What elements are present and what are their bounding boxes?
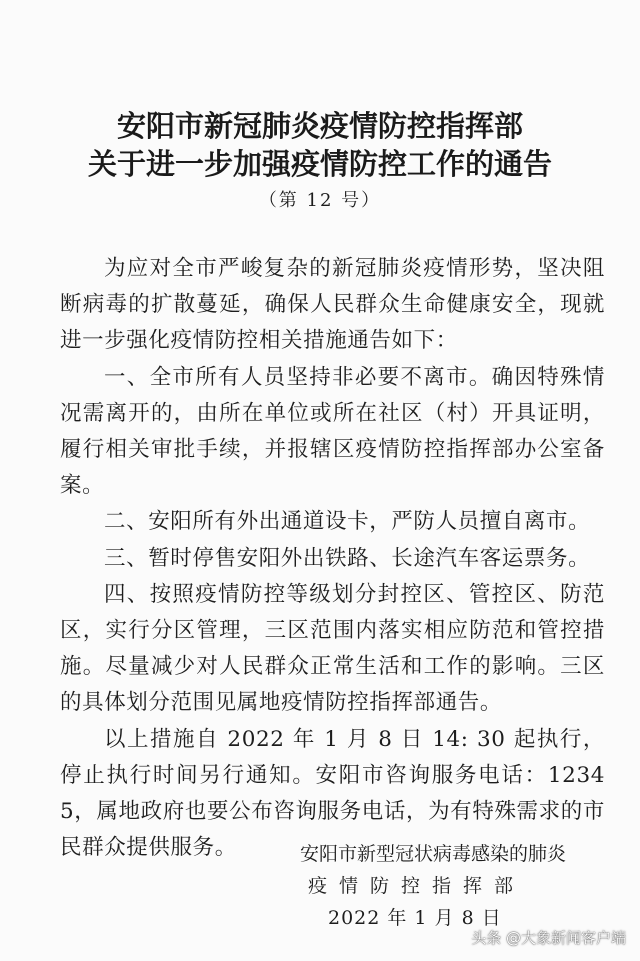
signature-block bbox=[240, 838, 600, 934]
watermark: 头条 @大象新闻客户端 bbox=[471, 929, 626, 947]
paragraph-item-4: 四、按照疫情防控等级划分封控区、管控区、防范区，实行分区管理，三区范围内落实相应防范和管控措施。尽量减少对人民群众正常生活和工作的影响。三区的具体划分范围见属地疫情防控指挥部通告。 bbox=[60, 581, 605, 716]
signature-date: 2022 年 1 月 8 日 bbox=[328, 907, 502, 929]
paragraph-item-2: 二、安阳所有外出通道设卡，严防人员擅自离市。 bbox=[104, 509, 591, 535]
notice-number: （第 12 号） bbox=[258, 190, 382, 211]
paragraph-closing: 以上措施自 2022 年 1 月 8 日 14: 30 起执行，停止执行时间另行通知。安阳市咨询服务电话：12345，属地政府也要公布咨询服务电话，为有特殊需求的市民群众提供服务。 bbox=[60, 726, 605, 861]
signature-org-line-1: 安阳市新型冠状病毒感染的肺炎 bbox=[300, 843, 567, 865]
notice-body bbox=[60, 251, 605, 866]
title-line-2: 关于进一步加强疫情防控工作的通告 bbox=[87, 147, 552, 181]
paragraph-intro: 为应对全市严峻复杂的新冠肺炎疫情形势，坚决阻断病毒的扩散蔓延，确保人民群众生命健康安全，现就进一步强化疫情防控相关措施通告如下： bbox=[60, 256, 605, 354]
title-line-1: 安阳市新冠肺炎疫情防控指挥部 bbox=[116, 109, 523, 143]
paragraph-item-1: 一、全市所有人员坚持非必要不离市。确因特殊情况需离开的，由所在单位或所在社区（村）开具证明，履行相关审批手续，并报辖区疫情防控指挥部办公室备案。 bbox=[60, 364, 605, 499]
signature-org-line-2: 疫情防控指挥部 bbox=[308, 875, 526, 897]
paragraph-item-3: 三、暂时停售安阳外出铁路、长途汽车客运票务。 bbox=[104, 545, 591, 571]
